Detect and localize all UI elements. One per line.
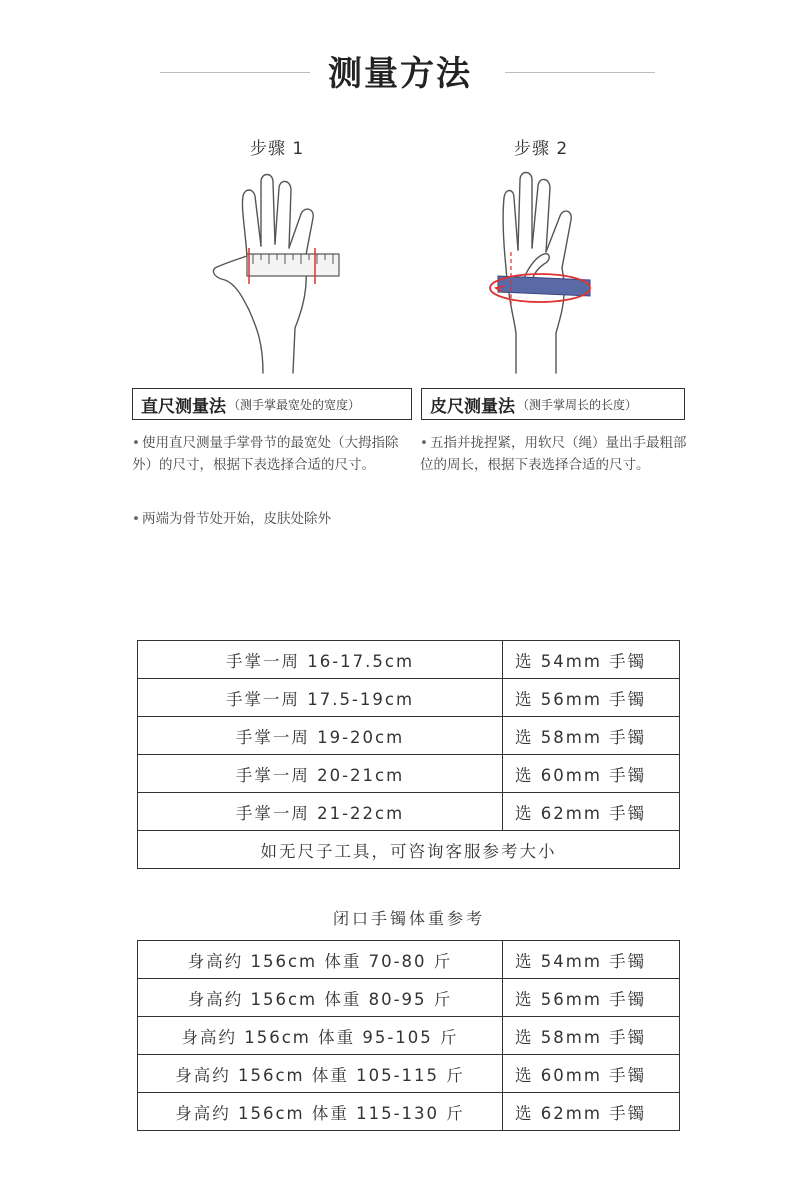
tape-method-hint: （测手掌周长的长度） [517, 397, 638, 412]
tape-method-name: 皮尺测量法 [430, 396, 515, 417]
height-weight-cell: 身高约 156cm 体重 70-80 斤 [138, 941, 503, 979]
step-2-label: 步骤 2 [514, 139, 569, 159]
table-row [138, 979, 680, 1017]
height-weight-cell: 身高约 156cm 体重 95-105 斤 [138, 1017, 503, 1055]
ruler-icon [247, 254, 339, 276]
table-row [138, 793, 680, 831]
bangle-size-cell: 选 58mm 手镯 [503, 717, 680, 755]
bangle-size-cell: 选 54mm 手镯 [503, 941, 680, 979]
table-row [138, 755, 680, 793]
ruler-note-2: • 两端为骨节处开始，皮肤处除外 [132, 511, 331, 527]
palm-range-cell: 手掌一周 17.5-19cm [138, 679, 503, 717]
table-row [138, 1017, 680, 1055]
table-row [138, 679, 680, 717]
palm-size-table [137, 640, 680, 869]
step-1-label: 步骤 1 [250, 139, 305, 159]
measuring-tape-icon [490, 274, 590, 302]
height-weight-cell: 身高约 156cm 体重 80-95 斤 [138, 979, 503, 1017]
bangle-size-cell: 选 60mm 手镯 [503, 755, 680, 793]
bangle-size-cell: 选 56mm 手镯 [503, 679, 680, 717]
table-row [138, 941, 680, 979]
bangle-size-cell: 选 54mm 手镯 [503, 641, 680, 679]
table-footer-row [138, 831, 680, 869]
bangle-size-cell: 选 62mm 手镯 [503, 1093, 680, 1131]
ruler-method-name: 直尺测量法 [141, 396, 226, 417]
table-row [138, 1055, 680, 1093]
palm-range-cell: 手掌一周 21-22cm [138, 793, 503, 831]
ruler-method-hint: （测手掌最宽处的宽度） [228, 397, 361, 412]
height-weight-cell: 身高约 156cm 体重 115-130 斤 [138, 1093, 503, 1131]
table-row [138, 641, 680, 679]
hand-tape-illustration [478, 168, 608, 378]
page-header [0, 40, 800, 104]
ruler-method-label [132, 388, 412, 420]
header-divider-left [160, 72, 310, 73]
bangle-size-cell: 选 58mm 手镯 [503, 1017, 680, 1055]
bullet-icon: • [420, 435, 428, 451]
height-weight-cell: 身高约 156cm 体重 105-115 斤 [138, 1055, 503, 1093]
bangle-size-cell: 选 56mm 手镯 [503, 979, 680, 1017]
bangle-size-cell: 选 60mm 手镯 [503, 1055, 680, 1093]
table-row [138, 717, 680, 755]
bangle-size-cell: 选 62mm 手镯 [503, 793, 680, 831]
page-title: 测量方法 [328, 54, 472, 94]
bullet-icon: • [132, 511, 140, 527]
ruler-note-1: • 使用直尺测量手掌骨节的最宽处（大拇指除外）的尺寸，根据下表选择合适的尺寸。 [132, 435, 399, 473]
header-divider-right [505, 72, 655, 73]
table-footer-note: 如无尺子工具，可咨询客服参考大小 [138, 831, 680, 869]
palm-range-cell: 手掌一周 16-17.5cm [138, 641, 503, 679]
tape-note-1: • 五指并拢捏紧，用软尺（绳）量出手最粗部位的周长，根据下表选择合适的尺寸。 [420, 435, 687, 473]
table-row [138, 1093, 680, 1131]
hand-ruler-illustration [205, 168, 355, 378]
weight-table-title: 闭口手镯体重参考 [332, 909, 485, 928]
palm-range-cell: 手掌一周 19-20cm [138, 717, 503, 755]
weight-size-table [137, 940, 680, 1131]
palm-range-cell: 手掌一周 20-21cm [138, 755, 503, 793]
bullet-icon: • [132, 435, 140, 451]
tape-method-label [421, 388, 685, 420]
